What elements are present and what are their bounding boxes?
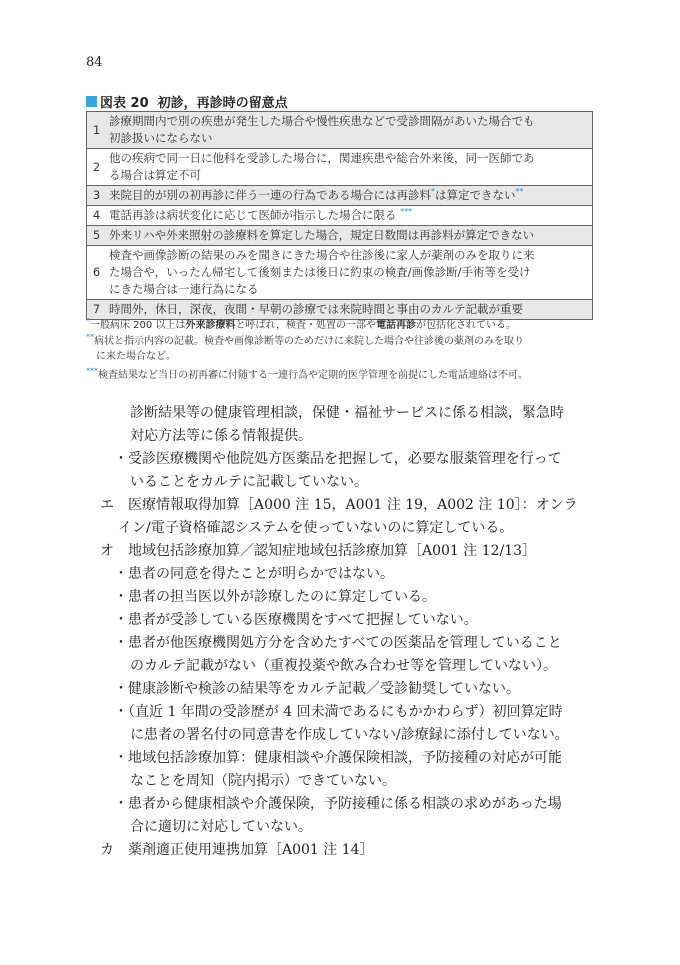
row-line: 検査や画像診断の結果のみを聞きにきた場合や往診後に家人が薬剤のみを取りに来 xyxy=(109,248,535,262)
row-text xyxy=(106,226,593,246)
footnote-bold: 電話再診 xyxy=(376,320,417,331)
footnote-text: に来た場合など。 xyxy=(96,351,176,362)
body-line: ・患者が他医療機関処方分を含めたすべての医薬品を管理していること xyxy=(114,635,562,651)
body-line: 合に適切に対応していない。 xyxy=(130,819,312,835)
table-row xyxy=(87,300,593,320)
table-row xyxy=(87,149,593,186)
footnote-mark: * xyxy=(431,187,435,197)
square-bullet-icon xyxy=(86,96,97,107)
row-line: る場合は算定不可 xyxy=(109,168,201,182)
footnote-3 xyxy=(86,368,596,383)
row-line: た場合や，いったん帰宅して後刻または後日に約束の検査/画像診断/手術等を受け xyxy=(109,265,531,279)
footnote-mark: ** xyxy=(515,187,524,197)
row-line: にきた場合は一連行為になる xyxy=(109,282,259,296)
page-number: 84 xyxy=(86,55,103,70)
footnote-text: 病状と指示内容の記載。検査や画像診断等のためだけに来院した場合や往診後の薬剤のみを取り xyxy=(94,336,524,347)
row-line: は算定できない xyxy=(435,188,516,202)
footnote-mark: *** xyxy=(86,366,98,376)
row-text xyxy=(106,112,593,149)
body-line: ・患者が受診している医療機関をすべて把握していない。 xyxy=(114,612,478,628)
body-line: ・受診医療機関や他院処方医薬品を把握して，必要な服薬管理を行って xyxy=(114,451,562,467)
body-line: いることをカルテに記載していない。 xyxy=(130,474,368,490)
row-line: 来院目的が別の初再診に伴う一連の行為である場合には再診料 xyxy=(109,188,431,202)
body-line: 対応方法等に係る情報提供。 xyxy=(130,428,312,444)
body-line: ・患者の同意を得たことが明らかではない。 xyxy=(114,566,394,582)
row-text xyxy=(106,149,593,186)
row-number: 5 xyxy=(87,226,107,246)
body-line: なことを周知（院内掲示）できていない。 xyxy=(130,773,396,789)
table-row xyxy=(87,206,593,226)
footnote-text: が包括化されている。 xyxy=(416,320,517,331)
figure-label: 図表 20 xyxy=(100,96,149,111)
body-line: のカルテ記載がない（重複投薬や飲み合わせ等を管理していない）。 xyxy=(130,658,557,674)
body-line: エ 医療情報取得加算［A000 注 15，A001 注 19，A002 注 10］：オンラ xyxy=(100,497,578,513)
row-text xyxy=(106,246,593,300)
body-line: 診断結果等の健康管理相談，保健・福祉サービスに係る相談，緊急時 xyxy=(130,405,564,421)
body-text xyxy=(100,402,600,862)
row-number: 4 xyxy=(87,206,107,226)
body-line: カ 薬剤適正使用連携加算［A001 注 14］ xyxy=(100,842,374,858)
body-line: ・患者から健康相談や介護保険，予防接種に係る相談の求めがあった場 xyxy=(114,796,562,812)
footnote-1 xyxy=(86,318,596,333)
body-line: に患者の署名付の同意書を作成していない/診療録に添付していない。 xyxy=(130,727,569,743)
body-line: ・地域包括診療加算：健康相談や介護保険相談，予防接種の対応が可能 xyxy=(114,750,562,766)
body-line: ・（直近 1 年間の受診歴が 4 回未満であるにもかかわらず）初回算定時 xyxy=(114,704,563,720)
footnote-2 xyxy=(86,334,596,364)
body-line: イン/電子資格確認システムを使っていないのに算定している。 xyxy=(118,520,514,536)
body-line: ・健康診断や検診の結果等をカルテ記載／受診勧奨していない。 xyxy=(114,681,520,697)
row-text xyxy=(106,186,593,206)
footnote-text: 検査結果など当日の初再審に付随する一連行為や定期的医学管理を前提にした電話連絡は不可。 xyxy=(98,370,528,381)
body-line: ・患者の担当医以外が診療したのに算定している。 xyxy=(114,589,436,605)
row-line: 外来リハや外来照射の診療料を算定した場合，規定日数間は再診料が算定できない xyxy=(109,228,535,242)
footnote-text: 一般病床 200 以上は xyxy=(90,320,186,331)
row-line: 他の疾病で同一日に他科を受診した場合に，関連疾患や総合外来後，同一医師であ xyxy=(109,151,535,165)
row-text xyxy=(106,300,593,320)
notes-table xyxy=(86,111,593,320)
row-number: 6 xyxy=(87,246,107,300)
table-row xyxy=(87,226,593,246)
footnote-mark: *** xyxy=(400,207,413,217)
row-line: 初診扱いにならない xyxy=(109,131,213,145)
row-number: 7 xyxy=(87,300,107,320)
footnote-bold: 外来診療料 xyxy=(185,320,236,331)
table-row xyxy=(87,112,593,149)
row-line: 時間外，休日，深夜，夜間・早朝の診療では来院時間と事由のカルテ記載が重要 xyxy=(109,302,523,316)
table-row xyxy=(87,246,593,300)
body-line: オ 地域包括診療加算／認知症地域包括診療加算［A001 注 12/13］ xyxy=(100,543,537,559)
figure-title xyxy=(86,92,288,111)
footnote-mark: * xyxy=(86,316,90,326)
row-line: 電話再診は病状変化に応じて医師が指示した場合に限る xyxy=(109,208,401,222)
row-number: 3 xyxy=(87,186,107,206)
row-text xyxy=(106,206,593,226)
table-row xyxy=(87,186,593,206)
row-number: 1 xyxy=(87,112,107,149)
row-line: 診療期間内で別の疾患が発生した場合や慢性疾患などで受診間隔があいた場合でも xyxy=(109,114,535,128)
footnote-text: と呼ばれ，検査・処置の一部や xyxy=(235,320,377,331)
footnote-mark: ** xyxy=(86,332,94,342)
row-number: 2 xyxy=(87,149,107,186)
figure-caption: 初診，再診時の留意点 xyxy=(157,96,288,111)
